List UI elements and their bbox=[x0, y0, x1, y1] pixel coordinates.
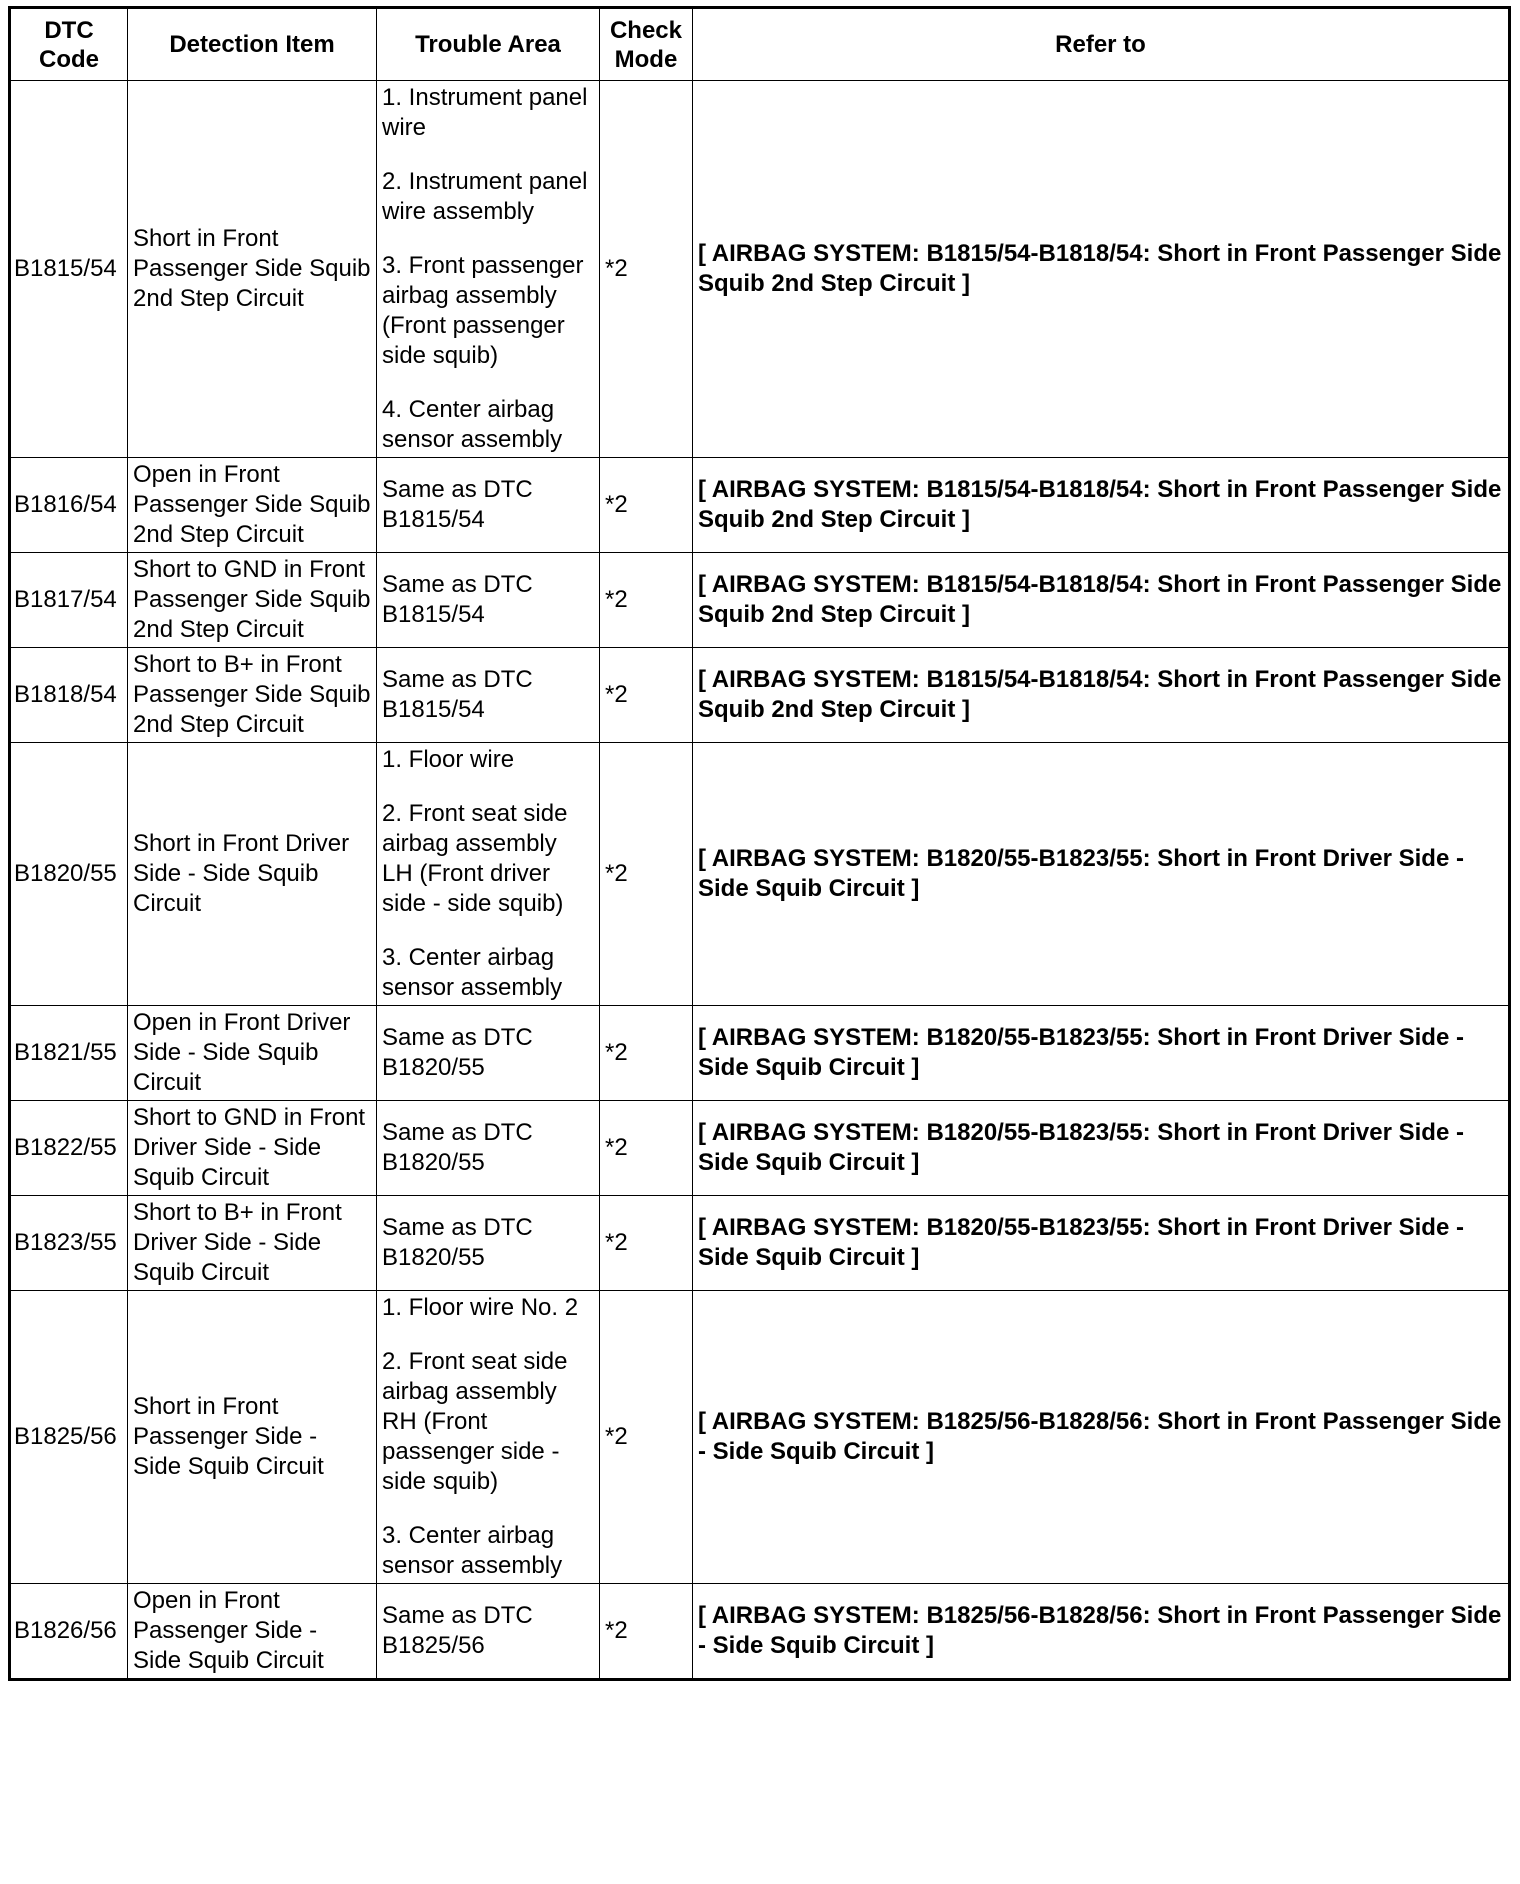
header-check-mode-line1: Check bbox=[609, 16, 683, 44]
refer-to-cell: [ AIRBAG SYSTEM: B1815/54-B1818/54: Short in Front Passenger Side Squib 2nd Step Circuit ] bbox=[693, 648, 1510, 743]
trouble-area-list bbox=[382, 1118, 594, 1178]
trouble-area-cell bbox=[377, 648, 600, 743]
trouble-area-item: 3. Front passenger airbag assembly (Front passenger side squib) bbox=[382, 252, 584, 369]
dtc-table bbox=[8, 6, 1511, 1681]
header-detection-item: Detection Item bbox=[128, 8, 377, 81]
table-row bbox=[10, 1006, 1510, 1101]
trouble-area-item: 4. Center airbag sensor assembly bbox=[382, 396, 563, 453]
trouble-area-cell bbox=[377, 1291, 600, 1584]
refer-to-cell: [ AIRBAG SYSTEM: B1815/54-B1818/54: Short in Front Passenger Side Squib 2nd Step Circuit ] bbox=[693, 458, 1510, 553]
trouble-area-cell bbox=[377, 1006, 600, 1101]
detection-item-cell: Short to B+ in Front Passenger Side Squib 2nd Step Circuit bbox=[128, 648, 377, 743]
trouble-area-cell bbox=[377, 743, 600, 1006]
table-row bbox=[10, 1291, 1510, 1584]
header-refer-to: Refer to bbox=[693, 8, 1510, 81]
trouble-area-item: Same as DTC B1825/56 bbox=[382, 1602, 533, 1659]
trouble-area-cell bbox=[377, 1101, 600, 1196]
detection-item-cell: Short to GND in Front Passenger Side Squib 2nd Step Circuit bbox=[128, 553, 377, 648]
table-row bbox=[10, 743, 1510, 1006]
trouble-area-cell bbox=[377, 458, 600, 553]
dtc-code-cell: B1823/55 bbox=[10, 1196, 128, 1291]
trouble-area-list bbox=[382, 1023, 594, 1083]
trouble-area-item: 1. Floor wire bbox=[382, 746, 515, 773]
trouble-area-item: Same as DTC B1820/55 bbox=[382, 1214, 533, 1271]
check-mode-cell: *2 bbox=[600, 81, 693, 458]
dtc-code-cell: B1825/56 bbox=[10, 1291, 128, 1584]
trouble-area-item: Same as DTC B1820/55 bbox=[382, 1119, 533, 1176]
dtc-code-cell: B1822/55 bbox=[10, 1101, 128, 1196]
trouble-area-list bbox=[382, 745, 594, 1003]
dtc-code-cell: B1821/55 bbox=[10, 1006, 128, 1101]
header-row bbox=[10, 8, 1510, 81]
header-dtc-code-line1: DTC bbox=[44, 16, 94, 44]
check-mode-cell: *2 bbox=[600, 1291, 693, 1584]
trouble-area-item: 2. Front seat side airbag assembly RH (Front passenger side - side squib) bbox=[382, 1348, 568, 1495]
trouble-area-item: 2. Front seat side airbag assembly LH (Front driver side - side squib) bbox=[382, 800, 568, 917]
detection-item-cell: Open in Front Driver Side - Side Squib Circuit bbox=[128, 1006, 377, 1101]
trouble-area-cell bbox=[377, 81, 600, 458]
refer-to-cell: [ AIRBAG SYSTEM: B1815/54-B1818/54: Short in Front Passenger Side Squib 2nd Step Circuit ] bbox=[693, 81, 1510, 458]
header-check-mode bbox=[600, 8, 693, 81]
trouble-area-list bbox=[382, 1213, 594, 1273]
table-row bbox=[10, 1101, 1510, 1196]
trouble-area-list bbox=[382, 665, 594, 725]
trouble-area-list bbox=[382, 570, 594, 630]
table-row bbox=[10, 81, 1510, 458]
header-trouble-area: Trouble Area bbox=[377, 8, 600, 81]
dtc-table-container bbox=[8, 6, 1511, 1681]
refer-to-cell: [ AIRBAG SYSTEM: B1825/56-B1828/56: Short in Front Passenger Side - Side Squib Circuit ] bbox=[693, 1291, 1510, 1584]
table-row bbox=[10, 1196, 1510, 1291]
refer-to-cell: [ AIRBAG SYSTEM: B1820/55-B1823/55: Short in Front Driver Side - Side Squib Circuit ] bbox=[693, 743, 1510, 1006]
trouble-area-list bbox=[382, 475, 594, 535]
check-mode-cell: *2 bbox=[600, 553, 693, 648]
check-mode-cell: *2 bbox=[600, 1101, 693, 1196]
check-mode-cell: *2 bbox=[600, 1584, 693, 1680]
detection-item-cell: Short in Front Passenger Side - Side Squib Circuit bbox=[128, 1291, 377, 1584]
check-mode-cell: *2 bbox=[600, 1196, 693, 1291]
refer-to-cell: [ AIRBAG SYSTEM: B1825/56-B1828/56: Short in Front Passenger Side - Side Squib Circuit ] bbox=[693, 1584, 1510, 1680]
refer-to-cell: [ AIRBAG SYSTEM: B1820/55-B1823/55: Short in Front Driver Side - Side Squib Circuit ] bbox=[693, 1101, 1510, 1196]
header-dtc-code-line2: Code bbox=[39, 45, 99, 73]
dtc-code-cell: B1815/54 bbox=[10, 81, 128, 458]
trouble-area-item: 1. Floor wire No. 2 bbox=[382, 1294, 579, 1321]
detection-item-cell: Short in Front Driver Side - Side Squib Circuit bbox=[128, 743, 377, 1006]
trouble-area-item: 3. Center airbag sensor assembly bbox=[382, 1522, 563, 1579]
check-mode-cell: *2 bbox=[600, 743, 693, 1006]
trouble-area-item: Same as DTC B1820/55 bbox=[382, 1024, 533, 1081]
refer-to-cell: [ AIRBAG SYSTEM: B1820/55-B1823/55: Short in Front Driver Side - Side Squib Circuit ] bbox=[693, 1006, 1510, 1101]
check-mode-cell: *2 bbox=[600, 1006, 693, 1101]
trouble-area-cell bbox=[377, 1584, 600, 1680]
check-mode-cell: *2 bbox=[600, 458, 693, 553]
table-row bbox=[10, 1584, 1510, 1680]
dtc-code-cell: B1820/55 bbox=[10, 743, 128, 1006]
header-dtc-code bbox=[10, 8, 128, 81]
detection-item-cell: Short in Front Passenger Side Squib 2nd Step Circuit bbox=[128, 81, 377, 458]
refer-to-cell: [ AIRBAG SYSTEM: B1815/54-B1818/54: Short in Front Passenger Side Squib 2nd Step Circuit ] bbox=[693, 553, 1510, 648]
dtc-code-cell: B1826/56 bbox=[10, 1584, 128, 1680]
trouble-area-item: 1. Instrument panel wire bbox=[382, 84, 588, 141]
trouble-area-list bbox=[382, 1601, 594, 1661]
detection-item-cell: Short to B+ in Front Driver Side - Side Squib Circuit bbox=[128, 1196, 377, 1291]
dtc-code-cell: B1818/54 bbox=[10, 648, 128, 743]
check-mode-cell: *2 bbox=[600, 648, 693, 743]
trouble-area-item: Same as DTC B1815/54 bbox=[382, 571, 533, 628]
detection-item-cell: Open in Front Passenger Side Squib 2nd Step Circuit bbox=[128, 458, 377, 553]
dtc-code-cell: B1817/54 bbox=[10, 553, 128, 648]
trouble-area-list bbox=[382, 83, 594, 455]
table-row bbox=[10, 648, 1510, 743]
refer-to-cell: [ AIRBAG SYSTEM: B1820/55-B1823/55: Short in Front Driver Side - Side Squib Circuit ] bbox=[693, 1196, 1510, 1291]
table-row bbox=[10, 458, 1510, 553]
trouble-area-list bbox=[382, 1293, 594, 1581]
trouble-area-cell bbox=[377, 553, 600, 648]
header-check-mode-line2: Mode bbox=[614, 45, 678, 73]
detection-item-cell: Short to GND in Front Driver Side - Side Squib Circuit bbox=[128, 1101, 377, 1196]
dtc-code-cell: B1816/54 bbox=[10, 458, 128, 553]
trouble-area-item: Same as DTC B1815/54 bbox=[382, 666, 533, 723]
trouble-area-cell bbox=[377, 1196, 600, 1291]
detection-item-cell: Open in Front Passenger Side - Side Squib Circuit bbox=[128, 1584, 377, 1680]
trouble-area-item: Same as DTC B1815/54 bbox=[382, 476, 533, 533]
trouble-area-item: 3. Center airbag sensor assembly bbox=[382, 944, 563, 1001]
table-row bbox=[10, 553, 1510, 648]
trouble-area-item: 2. Instrument panel wire assembly bbox=[382, 168, 588, 225]
